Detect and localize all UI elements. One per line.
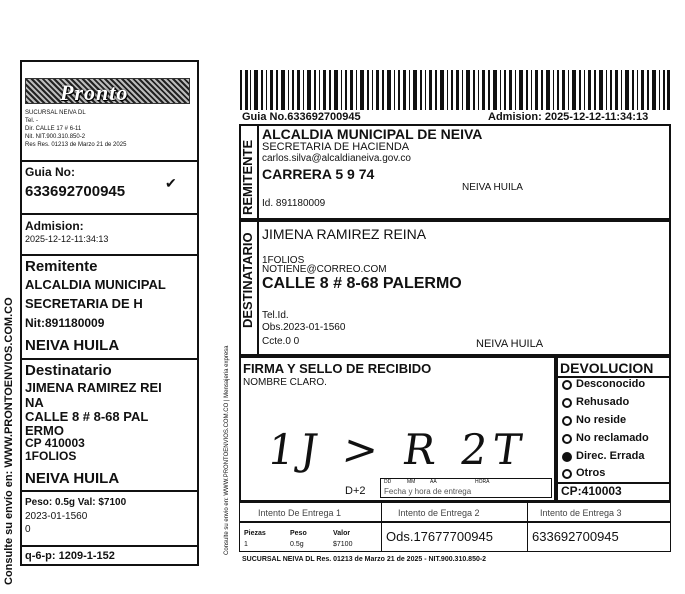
destinatario-tel: Tel.Id. bbox=[262, 310, 289, 321]
guia-header: Guia No.633692700945 bbox=[242, 111, 361, 123]
option-no-reside: No reside bbox=[576, 414, 627, 426]
option-desconocido: Desconocido bbox=[576, 378, 646, 390]
remitente-dept: SECRETARIA DE HACIENDA bbox=[262, 141, 410, 153]
admision-label: Admision: bbox=[25, 219, 84, 233]
guia-number: 633692700945 bbox=[25, 183, 126, 200]
divider bbox=[527, 502, 528, 522]
table-value-piezas: 1 bbox=[244, 541, 248, 548]
destinatario-city: NEIVA HUILA bbox=[25, 470, 120, 487]
middle-side-text: Consulte su envio en: WWW.PRONTOENVIOS.COM.CO | Mensajeria expresa bbox=[224, 345, 230, 555]
remitente-city: NEIVA HUILA bbox=[462, 182, 523, 193]
intento-3: Intento de Entrega 3 bbox=[540, 508, 622, 518]
remitente-id: Id. 891180009 bbox=[262, 198, 326, 209]
devolucion-title: DEVOLUCION bbox=[560, 360, 654, 376]
admision-value: 2025-12-12-11:34:13 bbox=[25, 234, 109, 244]
table-value-valor: $7100 bbox=[333, 541, 353, 548]
option-direc-errada: Direc. Errada bbox=[576, 450, 645, 462]
firma-title: FIRMA Y SELLO DE RECIBIDO bbox=[243, 361, 432, 376]
remitente-name: ALCALDIA MUNICIPAL DE NEIVA bbox=[262, 126, 483, 142]
radio-rehusado[interactable] bbox=[562, 398, 572, 408]
destinatario-vertical: DESTINATARIO bbox=[240, 232, 255, 328]
sucursal-text: SUCURSAL NEIVA DL bbox=[25, 110, 86, 116]
radio-desconocido[interactable] bbox=[562, 380, 572, 390]
destinatario-email: NOTIENE@CORREO.COM bbox=[262, 264, 387, 275]
divider bbox=[21, 490, 198, 492]
table-header-valor: Valor bbox=[333, 530, 351, 537]
remitente-address: CARRERA 5 9 74 bbox=[262, 166, 375, 182]
destinatario-name: JIMENA RAMIREZ REINA bbox=[262, 226, 427, 242]
res-text: Res Res. 01213 de Marzo 21 de 2025 bbox=[25, 142, 127, 148]
remitente-city: NEIVA HUILA bbox=[25, 337, 120, 354]
date-col-aa: AA bbox=[430, 479, 437, 485]
peso-line: Peso: 0.5g Val: $7100 bbox=[25, 497, 127, 508]
barcode bbox=[240, 70, 670, 110]
d2-label: D+2 bbox=[345, 485, 366, 497]
option-rehusado: Rehusado bbox=[576, 396, 630, 408]
remitente-label: Remitente bbox=[25, 258, 98, 275]
destinatario-city: NEIVA HUILA bbox=[476, 338, 544, 350]
handwritten-signature: 1J > R 2T bbox=[264, 425, 531, 474]
divider bbox=[527, 522, 528, 552]
destinatario-address: CALLE 8 # 8-68 PALERMO bbox=[262, 275, 462, 292]
remitente-line1: ALCALDIA MUNICIPAL bbox=[25, 277, 166, 292]
date-line: 2023-01-1560 bbox=[25, 511, 88, 522]
divider bbox=[381, 522, 382, 552]
remitente-nit: Nit:891180009 bbox=[25, 316, 105, 330]
nombre-claro: NOMBRE CLARO. bbox=[243, 377, 327, 388]
destinatario-folios: 1FOLIOS bbox=[262, 255, 305, 266]
divider bbox=[257, 220, 259, 356]
remitente-email: carlos.silva@alcaldianeiva.gov.co bbox=[262, 153, 411, 164]
destinatario-folios: 1FOLIOS bbox=[25, 449, 77, 463]
divider bbox=[21, 358, 198, 360]
table-value-peso: 0.5g bbox=[290, 541, 304, 548]
admision-header: Admision: 2025-12-12-11:34:13 bbox=[488, 111, 649, 123]
ods-number: Ods.17677700945 bbox=[386, 529, 493, 544]
footer-text: SUCURSAL NEIVA DL Res. 01213 de Marzo 21 de 2025 - NIT.900.310.850-2 bbox=[242, 556, 487, 563]
destinatario-line2: NA bbox=[25, 395, 44, 410]
guia-footer: 633692700945 bbox=[532, 529, 619, 544]
destinatario-line4: ERMO bbox=[25, 423, 64, 438]
tel-text: Tel. - bbox=[25, 118, 39, 124]
destinatario-line3: CALLE 8 # 8-68 PAL bbox=[25, 409, 149, 424]
table-header-peso: Peso bbox=[290, 530, 307, 537]
nit-text: Nit. NIT.900.310.850-2 bbox=[25, 134, 86, 140]
divider bbox=[21, 254, 198, 256]
radio-otros[interactable] bbox=[562, 469, 572, 479]
destinatario-line1: JIMENA RAMIREZ REI bbox=[25, 380, 162, 395]
intento-2: Intento de Entrega 2 bbox=[398, 508, 480, 518]
remitente-line2: SECRETARIA DE H bbox=[25, 296, 143, 311]
divider bbox=[381, 502, 382, 522]
radio-no-reside[interactable] bbox=[562, 416, 572, 426]
option-otros: Otros bbox=[576, 467, 606, 479]
dir-text: Dir. CALLE 17 # 6-11 bbox=[25, 126, 82, 132]
radio-direc-errada[interactable] bbox=[562, 452, 572, 462]
code-line: q-6-p: 1209-1-152 bbox=[25, 550, 115, 562]
date-col-hora: HORA bbox=[475, 479, 490, 485]
intento-1: Intento De Entrega 1 bbox=[258, 508, 342, 518]
zero-line: 0 bbox=[25, 524, 31, 535]
pronto-logo-text: Pronto bbox=[60, 80, 129, 105]
destinatario-ccte: Ccte.0 0 bbox=[262, 336, 300, 347]
cp-label: CP:410003 bbox=[561, 484, 622, 498]
destinatario-cp: CP 410003 bbox=[25, 436, 85, 450]
destinatario-obs: Obs.2023-01-1560 bbox=[262, 322, 346, 333]
date-caption: Fecha y hora de entrega bbox=[384, 487, 472, 496]
remitente-vertical: REMITENTE bbox=[240, 139, 255, 215]
divider bbox=[21, 545, 198, 547]
left-side-text: Consulte su envío en: WWW.PRONTOENVIOS.COM.CO bbox=[3, 297, 15, 585]
table-header-piezas: Piezas bbox=[244, 530, 266, 537]
date-col-dd: DD bbox=[384, 479, 392, 485]
destinatario-label: Destinatario bbox=[25, 362, 112, 379]
radio-no-reclamado[interactable] bbox=[562, 434, 572, 444]
guia-label: Guia No: bbox=[25, 165, 75, 179]
option-no-reclamado: No reclamado bbox=[576, 432, 649, 444]
date-col-mm: MM bbox=[407, 479, 416, 485]
checkmark-icon: ✔ bbox=[165, 175, 177, 191]
divider bbox=[257, 124, 259, 220]
